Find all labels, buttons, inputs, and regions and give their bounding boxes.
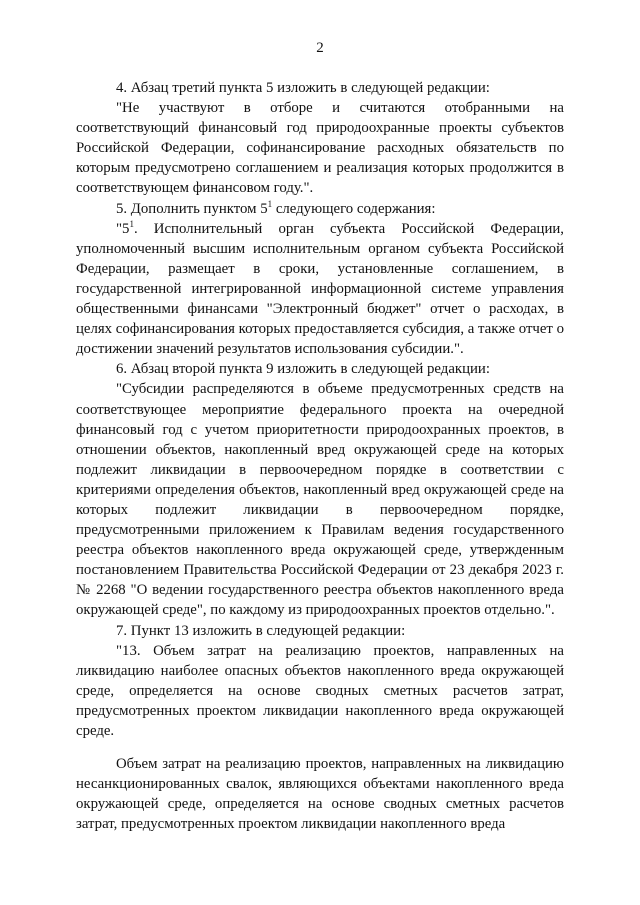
paragraph-item-6-quote: "Субсидии распределяются в объеме предусмотренных средств на соответствующее мероприятие федерального проекта на очередной финансовый год с учетом приоритетности природоохранных проектов, в отношении объектов, накопленный вред окружающей среде на которых подлежит ликвидации в первоочередном порядке в соответствии с критериями определения объектов, накопленный вред окружающей среде на которых подлежит ликвидации в первоочередном порядке, предусмотренными приложением к Правилам ведения государственного реестра объектов накопленного вреда окружающей среде, утвержденным постановлением Правительства Российской Федерации от 23 декабря 2023 г. № 2268 "О ведении государственного реестра объектов накопленного вреда окружающей среде", по каждому из природоохранных проектов отдельно.". — [76, 381, 564, 619]
paragraph-item-4: 4. Абзац третий пункта 5 изложить в следующей редакции: — [116, 80, 490, 96]
superscript-1: 1 — [267, 198, 273, 209]
paragraph-item-7-quote-continued: Объем затрат на реализацию проектов, направленных на ликвидацию несанкционированных свалок, являющихся объектами накопленного вреда окружающей среде, определяется на основе сводных сметных расчетов затрат, предусмотренных проектом ликвидации накопленного вреда — [76, 756, 564, 833]
page-number: 2 — [316, 40, 324, 56]
superscript-1: 1 — [129, 218, 134, 229]
paragraph-item-5-quote — [76, 219, 564, 360]
paragraph-item-7-quote: "13. Объем затрат на реализацию проектов, направленных на ликвидацию наиболее опасных объектов накопленного вреда окружающей среде, определяется на основе сводных сметных расчетов затрат, предусмотренных проектом ликвидации накопленного вреда окружающей среде. — [76, 642, 564, 739]
paragraph-item-5-after: следующего содержания: — [272, 200, 436, 217]
paragraph-item-6: 6. Абзац второй пункта 9 изложить в следующей редакции: — [116, 361, 490, 378]
paragraph-item-7: 7. Пункт 13 изложить в следующей редакции: — [116, 622, 406, 639]
paragraph-item-5-before: 5. Дополнить пунктом 5 — [116, 200, 268, 217]
paragraph-item-4-quote: "Не участвуют в отборе и считаются отобранными на соответствующий финансовый год природоохранные проекты субъектов Российской Федерации, софинансирование расходных обязательств по которым предусмотрено соглашением и реализация которых продолжится в соответствующем финансовом году.". — [76, 100, 564, 197]
paragraph-item-5-quote-after: . Исполнительный орган субъекта Российской Федерации, уполномоченный высшим исполнительным органом субъекта Российской Федерации, размещает в сроки, установленные соглашением, в государственной интегрированной информационной системе управления общественными финансами "Электронный бюджет" отчет о расходах, в целях софинансирования которых предоставляется субсидия, а также отчет о достижении значений результатов использования субсидии.". — [76, 220, 564, 358]
paragraph-item-5-quote-before: "5 — [116, 220, 130, 237]
document-body — [76, 78, 564, 834]
paragraph-item-5 — [76, 199, 564, 219]
